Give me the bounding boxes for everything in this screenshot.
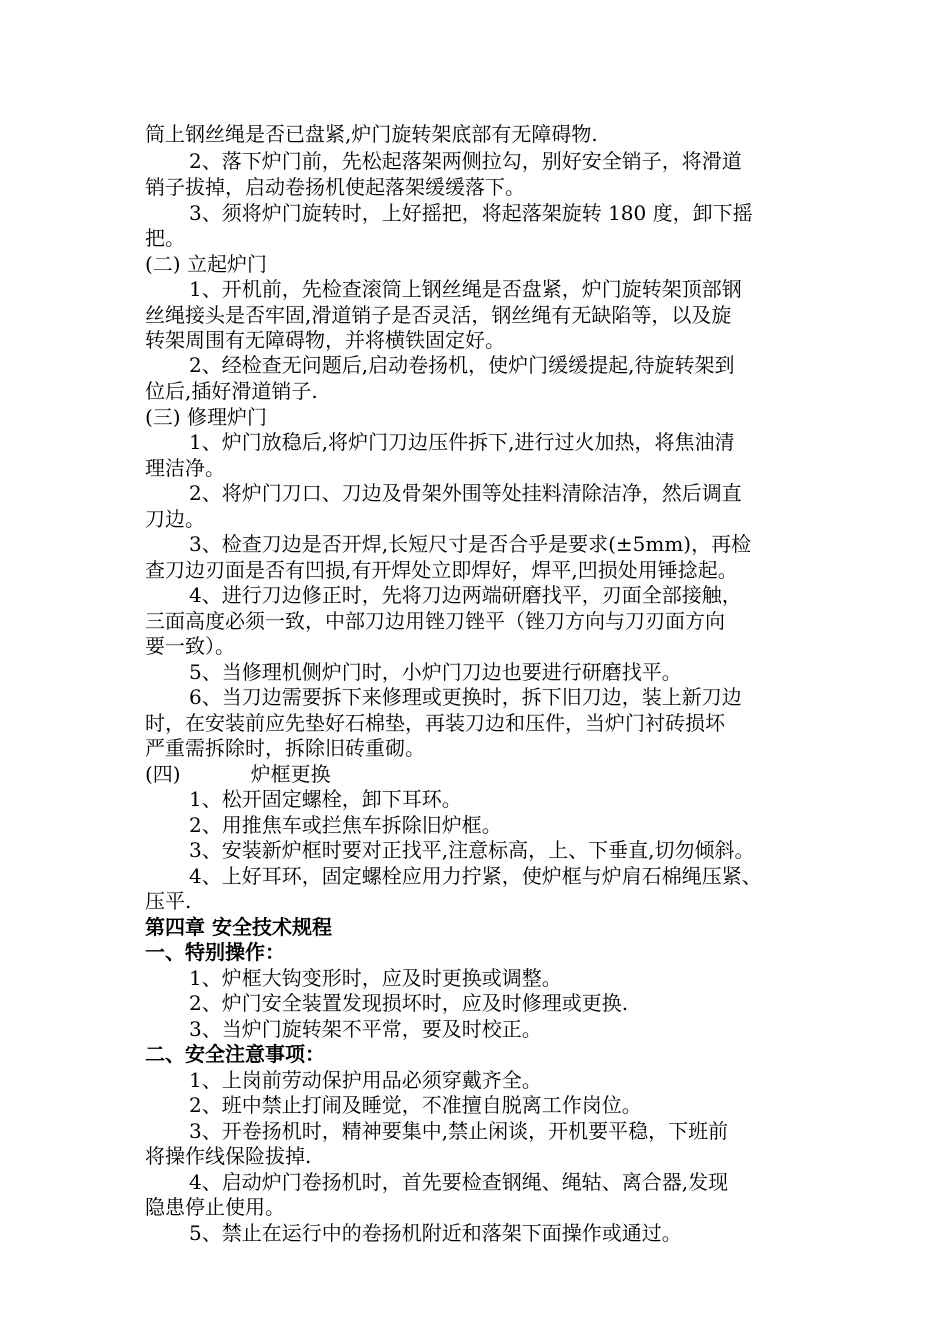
text-line: 隐患停止使用。 [145,1195,285,1219]
text-line: 三面高度必须一致，中部刀边用锉刀锉平（锉刀方向与刀刃面方向 [145,609,725,633]
text-line: 将操作线保险拔掉. [145,1144,312,1168]
text-line: 1、炉框大钩变形时，应及时更换或调整。 [189,966,562,990]
text-line: 2、炉门安全装置发现损坏时，应及时修理或更换. [189,991,629,1015]
text-line: 4、启动炉门卷扬机时，首先要检查钢绳、绳轱、离合器,发现 [189,1170,729,1194]
text-line: 3、须将炉门旋转时，上好摇把，将起落架旋转 180 度，卸下摇 [189,201,753,225]
text-line: 2、班中禁止打闹及睡觉，不准擅自脱离工作岗位。 [189,1093,642,1117]
text-line: 查刀边刃面是否有凹损,有开焊处立即焊好，焊平,凹损处用锤捻起。 [145,558,738,582]
text-line: 刀边。 [145,507,205,531]
text-line: 3、当炉门旋转架不平常，要及时校正。 [189,1017,542,1041]
text-line: 位后,插好滑道销子. [145,379,318,403]
text-line: 4、上好耳环，固定螺栓应用力拧紧，使炉框与炉肩石棉绳压紧、 [189,864,762,888]
text-line: 1、炉门放稳后,将炉门刀边压件拆下,进行过火加热，将焦油清 [189,430,735,454]
section-heading: (二) 立起炉门 [145,252,267,276]
text-line: 筒上钢丝绳是否已盘紧,炉门旋转架底部有无障碍物. [145,122,598,146]
text-line: 把。 [145,226,185,250]
text-line: 6、当刀边需要拆下来修理或更换时，拆下旧刀边，装上新刀边 [189,685,742,709]
text-line: 1、上岗前劳动保护用品必须穿戴齐全。 [189,1068,542,1092]
text-line: 2、落下炉门前，先松起落架两侧拉勾，别好安全销子，将滑道 [189,149,742,173]
text-line: 理洁净。 [145,456,225,480]
text-line: 2、经检查无问题后,启动卷扬机，使炉门缓缓提起,待旋转架到 [189,353,735,377]
text-line: 2、用推焦车或拦焦车拆除旧炉框。 [189,813,502,837]
text-line: 4、进行刀边修正时，先将刀边两端研磨找平，刃面全部接触， [189,583,742,607]
text-line: 销子拔掉，启动卷扬机使起落架缓缓落下。 [145,175,525,199]
section-title: 炉框更换 [250,762,331,786]
text-line: 3、检查刀边是否开焊,长短尺寸是否合乎是要求(±5mm)，再检 [189,532,752,556]
section-number: (四) [145,762,181,786]
text-line: 丝绳接头是否牢固,滑道销子是否灵活，钢丝绳有无缺陷等，以及旋 [145,303,732,327]
text-line: 1、松开固定螺栓，卸下耳环。 [189,787,462,811]
text-line: 严重需拆除时，拆除旧砖重砌。 [145,736,425,760]
text-line: 压平. [145,889,192,913]
text-line: 3、开卷扬机时，精神要集中,禁止闲谈，开机要平稳，下班前 [189,1119,729,1143]
text-line: 5、当修理机侧炉门时，小炉门刀边也要进行研磨找平。 [189,660,682,684]
text-line: 3、安装新炉框时要对正找平,注意标高，上、下垂直,切勿倾斜。 [189,838,755,862]
text-line: 转架周围有无障碍物，并将横铁固定好。 [145,328,505,352]
section-heading: 一、特别操作： [145,940,285,964]
text-line: 时，在安装前应先垫好石棉垫，再装刀边和压件，当炉门衬砖损坏 [145,711,725,735]
text-line: 1、开机前，先检查滚筒上钢丝绳是否盘紧，炉门旋转架顶部钢 [189,277,742,301]
text-line: 2、将炉门刀口、刀边及骨架外围等处挂料清除洁净，然后调直 [189,481,742,505]
text-line: 要一致）。 [145,634,235,658]
chapter-heading: 第四章 安全技术规程 [145,915,332,939]
section-heading: (三) 修理炉门 [145,405,267,429]
section-heading [145,761,331,787]
section-heading: 二、安全注意事项： [145,1042,325,1066]
text-line: 5、禁止在运行中的卷扬机附近和落架下面操作或通过。 [189,1221,682,1245]
